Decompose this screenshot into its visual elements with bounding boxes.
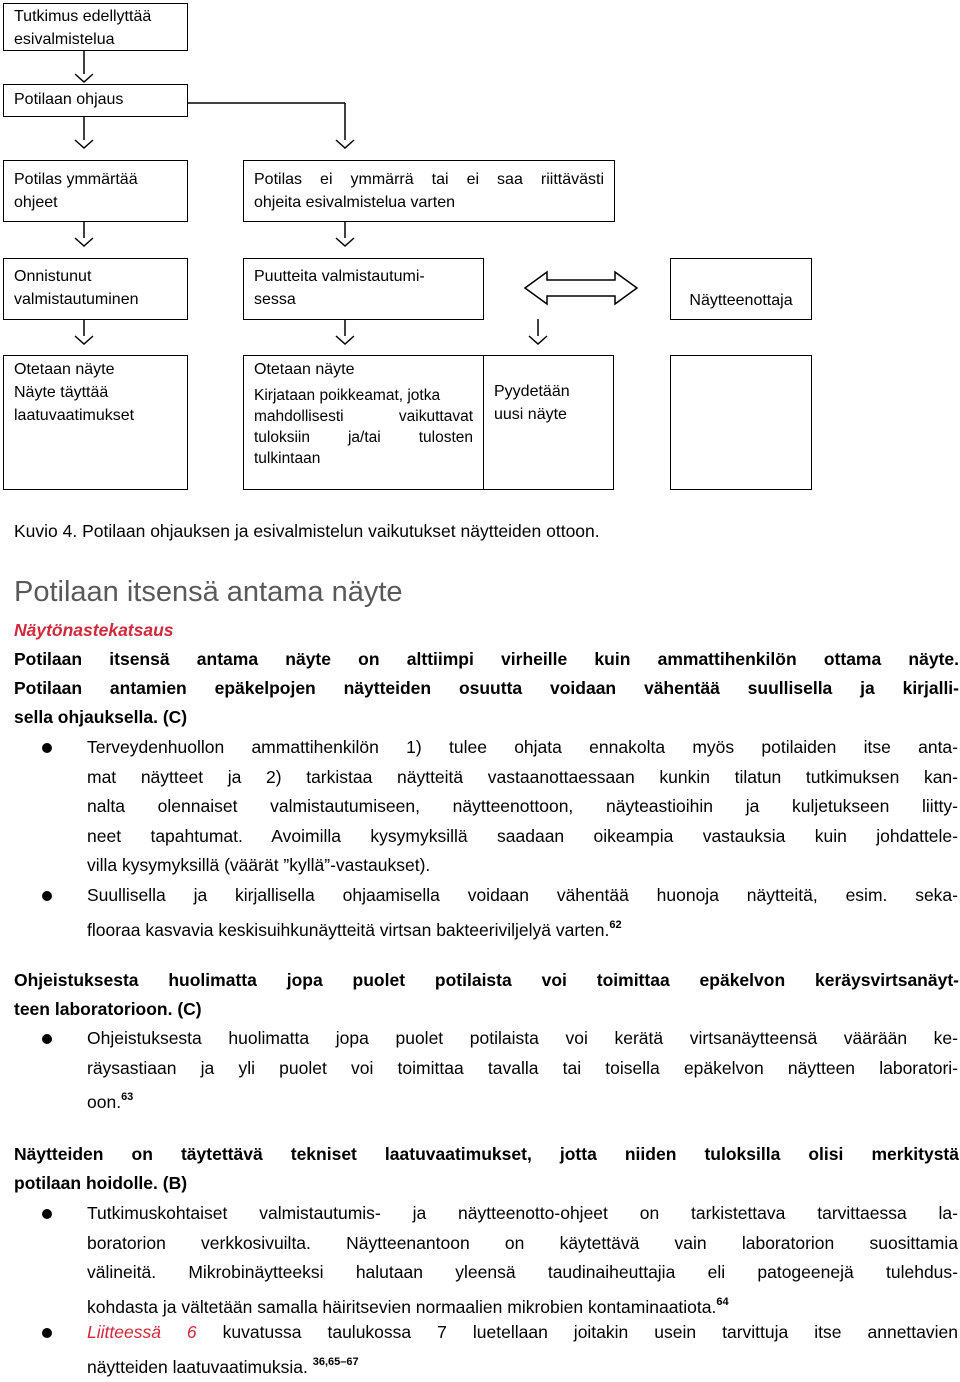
list-line: nalta olennaiset valmistautumiseen, näytteenottoon, näyteastioihin ja kuljetukseen liitty- bbox=[87, 796, 958, 816]
evidence-subheading: Näytönastekatsaus bbox=[14, 620, 174, 640]
box-text: Otetaan näyte bbox=[254, 361, 355, 378]
section-heading: Potilaan itsensä antama näyte bbox=[14, 576, 403, 608]
list-line: Terveydenhuollon ammattihenkilön 1) tulee ohjata ennakolta myös potilaiden itse anta- bbox=[87, 737, 958, 757]
box-new-sample bbox=[483, 355, 614, 490]
box-text: uusi näyte bbox=[494, 406, 567, 423]
list-line: oon. bbox=[87, 1092, 122, 1112]
statement-3 bbox=[14, 1140, 959, 1198]
double-arrow-icon bbox=[525, 272, 637, 304]
list-item bbox=[87, 1199, 958, 1322]
arrow-head-down bbox=[75, 74, 93, 82]
box-text: esivalmistelua bbox=[14, 31, 115, 48]
box-text: Potilas ymmärtää bbox=[14, 171, 138, 188]
bullet-icon bbox=[42, 1328, 52, 1338]
box-sample-take bbox=[243, 355, 484, 490]
box-text: Otetaan näyte bbox=[14, 361, 115, 378]
bullet-icon bbox=[42, 1209, 52, 1219]
statement-2 bbox=[14, 966, 959, 1024]
arrow-head-down bbox=[336, 140, 354, 148]
box-text: Näyte täyttää bbox=[14, 384, 109, 401]
statement-line: teen laboratorioon. (C) bbox=[14, 999, 202, 1019]
list-line: räysastiaan ja yli puolet voi toimittaa tavalla tai toisella epäkelvon näytteen laboratori- bbox=[87, 1057, 958, 1078]
list-line: näytteiden laatuvaatimuksia. bbox=[87, 1356, 308, 1377]
arrow-head-down bbox=[529, 336, 547, 344]
arrow-head-down bbox=[336, 336, 354, 344]
list-line: Ohjeistuksesta huolimatta jopa puolet potilaista voi kerätä virtsanäytteensä väärään ke- bbox=[87, 1028, 958, 1048]
box-text: tulkintaan bbox=[254, 450, 321, 467]
statement-line: Potilaan antamien epäkelpojen näytteiden osuutta voidaan vähentää suullisella ja kirjalli- bbox=[14, 678, 959, 698]
box-text: Potilas ei ymmärrä tai ei saa riittävästi bbox=[254, 171, 604, 188]
box-text: Potilaan ohjaus bbox=[14, 91, 124, 108]
reference-number: 36,65–67 bbox=[312, 1355, 359, 1368]
list-line: neet tapahtumat. Avoimilla kysymyksillä saadaan oikeampia vastauksia kuin johdattele- bbox=[87, 825, 958, 846]
box-text: sessa bbox=[254, 291, 296, 308]
box-deficiencies bbox=[243, 258, 484, 320]
box-sampler-column bbox=[670, 355, 812, 490]
box-text: Puutteita valmistautumi- bbox=[254, 268, 425, 285]
list-item bbox=[87, 881, 958, 945]
list-item bbox=[87, 1024, 958, 1118]
arrow-head-down bbox=[75, 140, 93, 148]
box-text: mahdollisesti vaikuttavat bbox=[254, 408, 473, 425]
box-text: Onnistunut bbox=[14, 268, 92, 285]
statement-line: potilaan hoidolle. (B) bbox=[14, 1173, 188, 1193]
box-text: Näytteenottaja bbox=[689, 292, 793, 309]
bullet-icon bbox=[42, 891, 52, 901]
figure-caption: Kuvio 4. Potilaan ohjauksen ja esivalmistelun vaikutukset näytteiden ottoon. bbox=[14, 521, 600, 541]
list-line: flooraa kasvavia keskisuihkunäytteitä virtsan bakteeriviljelyä varten. bbox=[87, 919, 610, 940]
reference-number: 63 bbox=[121, 1091, 134, 1103]
reference-number: 64 bbox=[716, 1295, 729, 1308]
list-line: välineitä. Mikrobinäytteeksi halutaan yleensä taudinaiheuttajia eli patogeenejä tulehdus- bbox=[87, 1262, 958, 1282]
reference-number: 62 bbox=[609, 918, 622, 931]
arrow-head-down bbox=[75, 238, 93, 246]
list-line: kohdasta ja vältetään samalla häiritsevien normaalien mikrobien kontaminaatiota. bbox=[87, 1296, 717, 1317]
statement-line: sella ohjauksella. (C) bbox=[14, 707, 188, 727]
box-text: tuloksiin ja/tai tulosten bbox=[254, 429, 473, 446]
list-item bbox=[87, 1318, 958, 1382]
list-line: mat näytteet ja 2) tarkistaa näytteitä vastaanottaessaan kunkin tilatun tutkimuksen kan- bbox=[87, 766, 958, 787]
statement-line: Ohjeistuksesta huolimatta jopa puolet potilaista voi toimittaa epäkelvon keräysvirtsanäyt- bbox=[14, 970, 959, 990]
arrow-head-down bbox=[75, 336, 93, 344]
box-text: Kirjataan poikkeamat, jotka bbox=[254, 387, 441, 404]
box-start bbox=[3, 3, 188, 51]
bullet-icon bbox=[42, 1034, 52, 1044]
box-sample-ok bbox=[3, 355, 188, 490]
box-text: laatuvaatimukset bbox=[14, 407, 135, 424]
statement-1 bbox=[14, 645, 959, 732]
box-text: ohjeet bbox=[14, 194, 58, 211]
list-line: kuvatussa taulukossa 7 luetellaan joitakin usein tarvittuja itse annettavien bbox=[196, 1322, 958, 1342]
statement-line: Näytteiden on täytettävä tekniset laatuvaatimukset, jotta niiden tuloksilla olisi merkitystä bbox=[14, 1144, 959, 1164]
box-guidance bbox=[3, 84, 188, 117]
arrow-head-down bbox=[336, 238, 354, 246]
bullet-icon bbox=[42, 743, 52, 753]
box-text: ohjeita esivalmistelua varten bbox=[254, 194, 455, 211]
statement-line: Potilaan itsensä antama näyte on alttiimpi virheille kuin ammattihenkilön ottama näyte. bbox=[14, 649, 959, 669]
list-line: boratorion verkkosivuilta. Näytteenantoon on käytettävä vain laboratorion suosittamia bbox=[87, 1232, 958, 1253]
list-line: villa kysymyksillä (väärät ”kyllä”-vastaukset). bbox=[87, 855, 431, 875]
box-understands bbox=[3, 160, 188, 222]
box-text: valmistautuminen bbox=[14, 291, 139, 308]
list-line: Tutkimuskohtaiset valmistautumis- ja näytteenotto-ohjeet on tarkistettava tarvittaessa la- bbox=[87, 1203, 958, 1223]
box-text: Tutkimus edellyttää bbox=[14, 8, 152, 25]
box-sampler bbox=[670, 258, 812, 320]
box-not-understand bbox=[243, 160, 615, 222]
appendix-link[interactable]: Liitteessä 6 bbox=[87, 1322, 197, 1342]
list-item bbox=[87, 733, 958, 881]
box-text: Pyydetään bbox=[494, 383, 570, 400]
box-success bbox=[3, 258, 188, 320]
list-line: Suullisella ja kirjallisella ohjaamisella voidaan vähentää huonoja näytteitä, esim. seka- bbox=[87, 885, 958, 905]
